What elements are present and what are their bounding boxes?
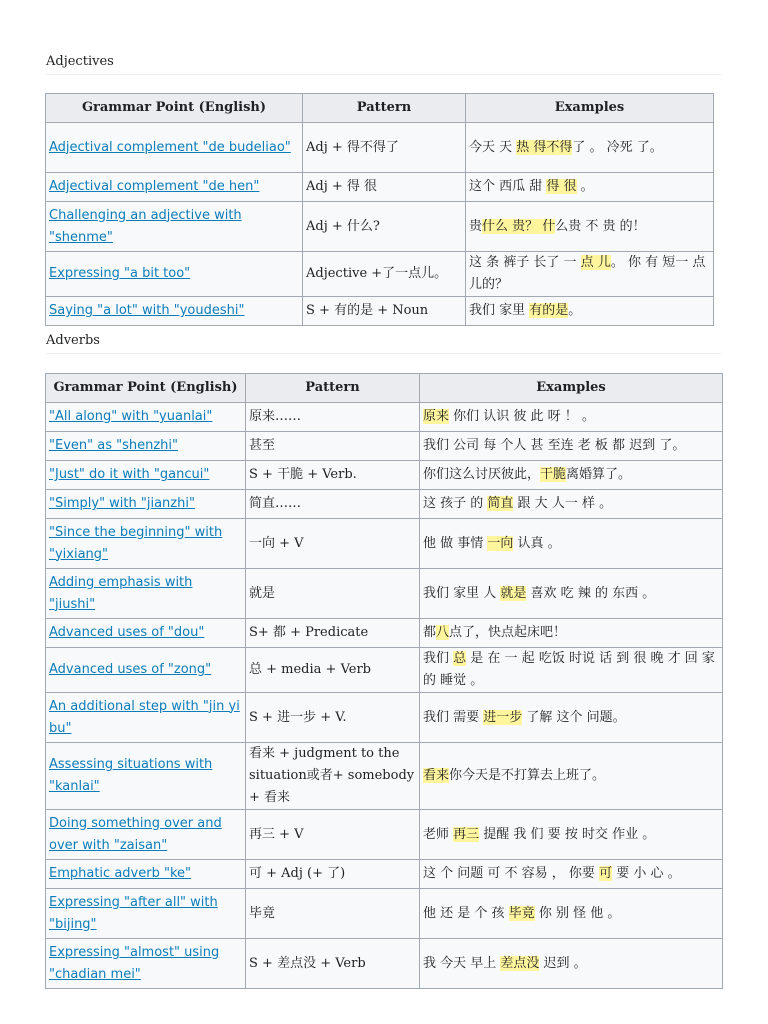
example-text: 离婚算了。 bbox=[566, 467, 632, 482]
example-highlight: 原来 bbox=[423, 409, 450, 424]
example-cell bbox=[420, 810, 723, 860]
example-cell bbox=[466, 123, 714, 173]
example-highlight: 总 bbox=[453, 651, 467, 666]
example-text: 他 还 是 个 孩 bbox=[423, 905, 509, 921]
example-cell bbox=[466, 202, 714, 252]
grammar-point-link[interactable]: Adjectival complement "de hen" bbox=[49, 179, 260, 194]
grammar-point-cell bbox=[46, 297, 303, 326]
grammar-point-cell bbox=[46, 432, 246, 461]
grammar-point-link[interactable]: Adjectival complement "de budeliao" bbox=[49, 139, 291, 155]
section-title-adjectives: Adjectives bbox=[46, 54, 114, 69]
section-divider bbox=[46, 353, 721, 354]
section-title-adverbs: Adverbs bbox=[46, 333, 100, 348]
example-cell bbox=[420, 461, 723, 490]
section-divider bbox=[46, 74, 721, 75]
grammar-point-cell bbox=[46, 569, 246, 619]
grammar-point-cell bbox=[46, 252, 303, 297]
example-text: 。 bbox=[576, 179, 594, 194]
example-text: 。 你 有 短一 点儿的？ bbox=[469, 255, 706, 292]
example-text: 今天 天 bbox=[469, 139, 517, 155]
example-text: 我们 家里 人 bbox=[423, 585, 501, 601]
pattern-cell: 就是 bbox=[246, 569, 420, 619]
grammar-point-link[interactable]: Saying "a lot" with "youdeshi" bbox=[49, 303, 245, 318]
table-row bbox=[46, 693, 723, 743]
grammar-point-cell bbox=[46, 619, 246, 648]
grammar-point-link[interactable]: Assessing situations with "kanlai" bbox=[49, 757, 213, 794]
example-text: 这 条 裤子 长了 一 bbox=[469, 255, 581, 270]
example-text: 我们 家里 bbox=[469, 303, 530, 318]
example-cell bbox=[466, 252, 714, 297]
column-header-grammar-point: Grammar Point (English) bbox=[46, 374, 246, 403]
grammar-point-cell bbox=[46, 648, 246, 693]
grammar-point-link[interactable]: Expressing "almost" using "chadian mei" bbox=[49, 944, 220, 982]
pattern-cell: 一向 + V bbox=[246, 519, 420, 569]
example-text: 我们 公司 每 个人 甚 至连 bbox=[423, 438, 578, 453]
example-text: 我 今天 早上 bbox=[423, 955, 501, 971]
example-highlight: 干脆 bbox=[540, 467, 567, 482]
grammar-point-link[interactable]: Expressing "a bit too" bbox=[49, 266, 191, 281]
grammar-point-link[interactable]: "Since the beginning" with "yixiang" bbox=[49, 524, 223, 562]
pattern-cell: 毕竟 bbox=[246, 889, 420, 939]
example-text: 我们 bbox=[423, 651, 454, 666]
grammar-point-link[interactable]: An additional step with "jin yi bu" bbox=[49, 698, 240, 736]
example-highlight: 差点没 bbox=[500, 955, 540, 971]
pattern-cell: 再三 + V bbox=[246, 810, 420, 860]
grammar-point-cell bbox=[46, 403, 246, 432]
pattern-cell: 可 + Adj (+ 了) bbox=[246, 860, 420, 889]
example-highlight: 就是 bbox=[500, 585, 527, 601]
grammar-point-cell bbox=[46, 173, 303, 202]
example-cell bbox=[420, 619, 723, 648]
example-highlight: 热 得不得 bbox=[516, 139, 573, 155]
grammar-point-link[interactable]: Advanced uses of "zong" bbox=[49, 662, 212, 677]
grammar-point-link[interactable]: "Just" do it with "gancui" bbox=[49, 467, 210, 482]
example-text: 这 孩子 的 bbox=[423, 496, 488, 511]
grammar-point-cell bbox=[46, 860, 246, 889]
grammar-point-link[interactable]: Emphatic adverb "ke" bbox=[49, 866, 191, 881]
example-text: 老 板 都 迟到 了。 bbox=[577, 438, 686, 453]
example-cell bbox=[420, 889, 723, 939]
table-row bbox=[46, 297, 714, 326]
example-text: 你们这么讨厌彼此， bbox=[423, 467, 541, 482]
adjectives-table bbox=[45, 93, 714, 326]
grammar-point-link[interactable]: "All along" with "yuanlai" bbox=[49, 409, 213, 424]
pattern-cell: S+ 都 + Predicate bbox=[246, 619, 420, 648]
table-row bbox=[46, 252, 714, 297]
pattern-cell: S + 有的是 + Noun bbox=[303, 297, 466, 326]
example-cell bbox=[466, 173, 714, 202]
grammar-point-link[interactable]: Advanced uses of "dou" bbox=[49, 625, 205, 640]
example-cell bbox=[420, 569, 723, 619]
table-row bbox=[46, 810, 723, 860]
pattern-cell: S + 差点没 + Verb bbox=[246, 939, 420, 989]
example-cell bbox=[420, 693, 723, 743]
example-highlight: 八 bbox=[436, 625, 450, 640]
example-highlight: 看来 bbox=[423, 768, 450, 783]
table-row bbox=[46, 648, 723, 693]
example-text: 。 bbox=[568, 303, 582, 318]
example-text: 贵 bbox=[469, 218, 483, 234]
column-header-pattern: Pattern bbox=[303, 94, 466, 123]
table-row bbox=[46, 619, 723, 648]
example-text: 这个 西瓜 甜 bbox=[469, 179, 547, 194]
example-cell bbox=[466, 297, 714, 326]
table-row bbox=[46, 939, 723, 989]
pattern-cell: 总 + media + Verb bbox=[246, 648, 420, 693]
table-row bbox=[46, 123, 714, 173]
example-highlight: 进一步 bbox=[483, 709, 523, 725]
table-row bbox=[46, 461, 723, 490]
example-highlight: 点 儿 bbox=[580, 255, 611, 270]
grammar-point-link[interactable]: Expressing "after all" with "bijing" bbox=[49, 894, 218, 932]
grammar-point-link[interactable]: "Simply" with "jianzhi" bbox=[49, 496, 195, 511]
example-text: 你 别 怪 他 。 bbox=[534, 905, 621, 921]
pattern-cell: 甚至 bbox=[246, 432, 420, 461]
column-header-examples: Examples bbox=[420, 374, 723, 403]
example-text: 跟 大 人一 样 。 bbox=[513, 496, 613, 511]
example-highlight: 一向 bbox=[487, 535, 514, 551]
grammar-point-link[interactable]: Challenging an adjective with "shenme" bbox=[49, 207, 242, 245]
example-cell bbox=[420, 648, 723, 693]
example-highlight: 有的是 bbox=[529, 303, 569, 318]
example-highlight: 可 bbox=[599, 866, 613, 881]
example-text: 这 个 问题 可 不 容易 ， 你要 bbox=[423, 866, 600, 881]
example-text: 了解 这个 问题。 bbox=[522, 709, 626, 725]
table-row bbox=[46, 743, 723, 810]
adverbs-table bbox=[45, 373, 723, 989]
grammar-point-cell bbox=[46, 461, 246, 490]
example-cell bbox=[420, 432, 723, 461]
example-text: 么贵 不 贵 的！ bbox=[555, 218, 646, 234]
grammar-point-cell bbox=[46, 490, 246, 519]
table-row bbox=[46, 173, 714, 202]
example-text: 你今天是不打算去上班了。 bbox=[449, 768, 606, 783]
example-highlight: 得 很 bbox=[546, 179, 577, 194]
pattern-cell: Adj + 得 很 bbox=[303, 173, 466, 202]
column-header-pattern: Pattern bbox=[246, 374, 420, 403]
grammar-point-cell bbox=[46, 693, 246, 743]
grammar-point-link[interactable]: Doing something over and over with "zaisan" bbox=[49, 815, 222, 853]
grammar-point-link[interactable]: Adding emphasis with "jiushi" bbox=[49, 574, 193, 612]
column-header-examples: Examples bbox=[466, 94, 714, 123]
example-cell bbox=[420, 490, 723, 519]
pattern-cell: Adj + 得不得了 bbox=[303, 123, 466, 173]
pattern-cell: 简直…… bbox=[246, 490, 420, 519]
example-cell bbox=[420, 519, 723, 569]
grammar-point-cell bbox=[46, 939, 246, 989]
example-text: 提醒 我 们 要 按 时交 作业 。 bbox=[479, 826, 656, 842]
example-cell bbox=[420, 743, 723, 810]
example-text: 都 bbox=[423, 625, 437, 640]
example-text: 我们 需要 bbox=[423, 709, 484, 725]
example-text: 要 小 心 。 bbox=[612, 866, 681, 881]
table-row bbox=[46, 432, 723, 461]
pattern-cell: 看来 + judgment to the situation或者+ somebody + 看来 bbox=[246, 743, 420, 810]
grammar-point-link[interactable]: "Even" as "shenzhi" bbox=[49, 438, 178, 453]
column-header-grammar-point: Grammar Point (English) bbox=[46, 94, 303, 123]
example-text: 了 。 冷死 了。 bbox=[572, 139, 663, 155]
example-text: 他 做 事情 bbox=[423, 535, 488, 551]
table-row bbox=[46, 519, 723, 569]
table-row bbox=[46, 403, 723, 432]
grammar-point-cell bbox=[46, 519, 246, 569]
example-cell bbox=[420, 403, 723, 432]
example-text: 是 在 一 起 吃饭 时说 话 到 很 晚 才 回 家 的 睡觉 。 bbox=[423, 651, 715, 688]
table-row bbox=[46, 860, 723, 889]
pattern-cell: Adjective +了一点儿。 bbox=[303, 252, 466, 297]
example-text: 认真 。 bbox=[513, 535, 561, 551]
grammar-point-cell bbox=[46, 123, 303, 173]
grammar-point-cell bbox=[46, 743, 246, 810]
grammar-point-cell bbox=[46, 202, 303, 252]
pattern-cell: Adj + 什么? bbox=[303, 202, 466, 252]
grammar-point-cell bbox=[46, 810, 246, 860]
example-text: 点了，快点起床吧！ bbox=[449, 625, 567, 640]
pattern-cell: S + 干脆 + Verb. bbox=[246, 461, 420, 490]
table-row bbox=[46, 490, 723, 519]
pattern-cell: 原来…… bbox=[246, 403, 420, 432]
example-text: 老师 bbox=[423, 826, 454, 842]
example-text: 喜欢 吃 辣 的 东西 。 bbox=[526, 585, 656, 601]
pattern-cell: S + 进一步 + V. bbox=[246, 693, 420, 743]
example-text: 你们 认识 彼 此 呀 ！ 。 bbox=[449, 409, 595, 424]
grammar-point-cell bbox=[46, 889, 246, 939]
table-row bbox=[46, 889, 723, 939]
example-text: 迟到 。 bbox=[539, 955, 587, 971]
example-highlight: 再三 bbox=[453, 826, 480, 842]
example-cell bbox=[420, 939, 723, 989]
table-row bbox=[46, 569, 723, 619]
example-highlight: 简直 bbox=[487, 496, 514, 511]
table-row bbox=[46, 202, 714, 252]
example-highlight: 毕竟 bbox=[508, 905, 535, 921]
example-highlight: 什么 贵？ 什 bbox=[482, 218, 556, 234]
example-cell bbox=[420, 860, 723, 889]
